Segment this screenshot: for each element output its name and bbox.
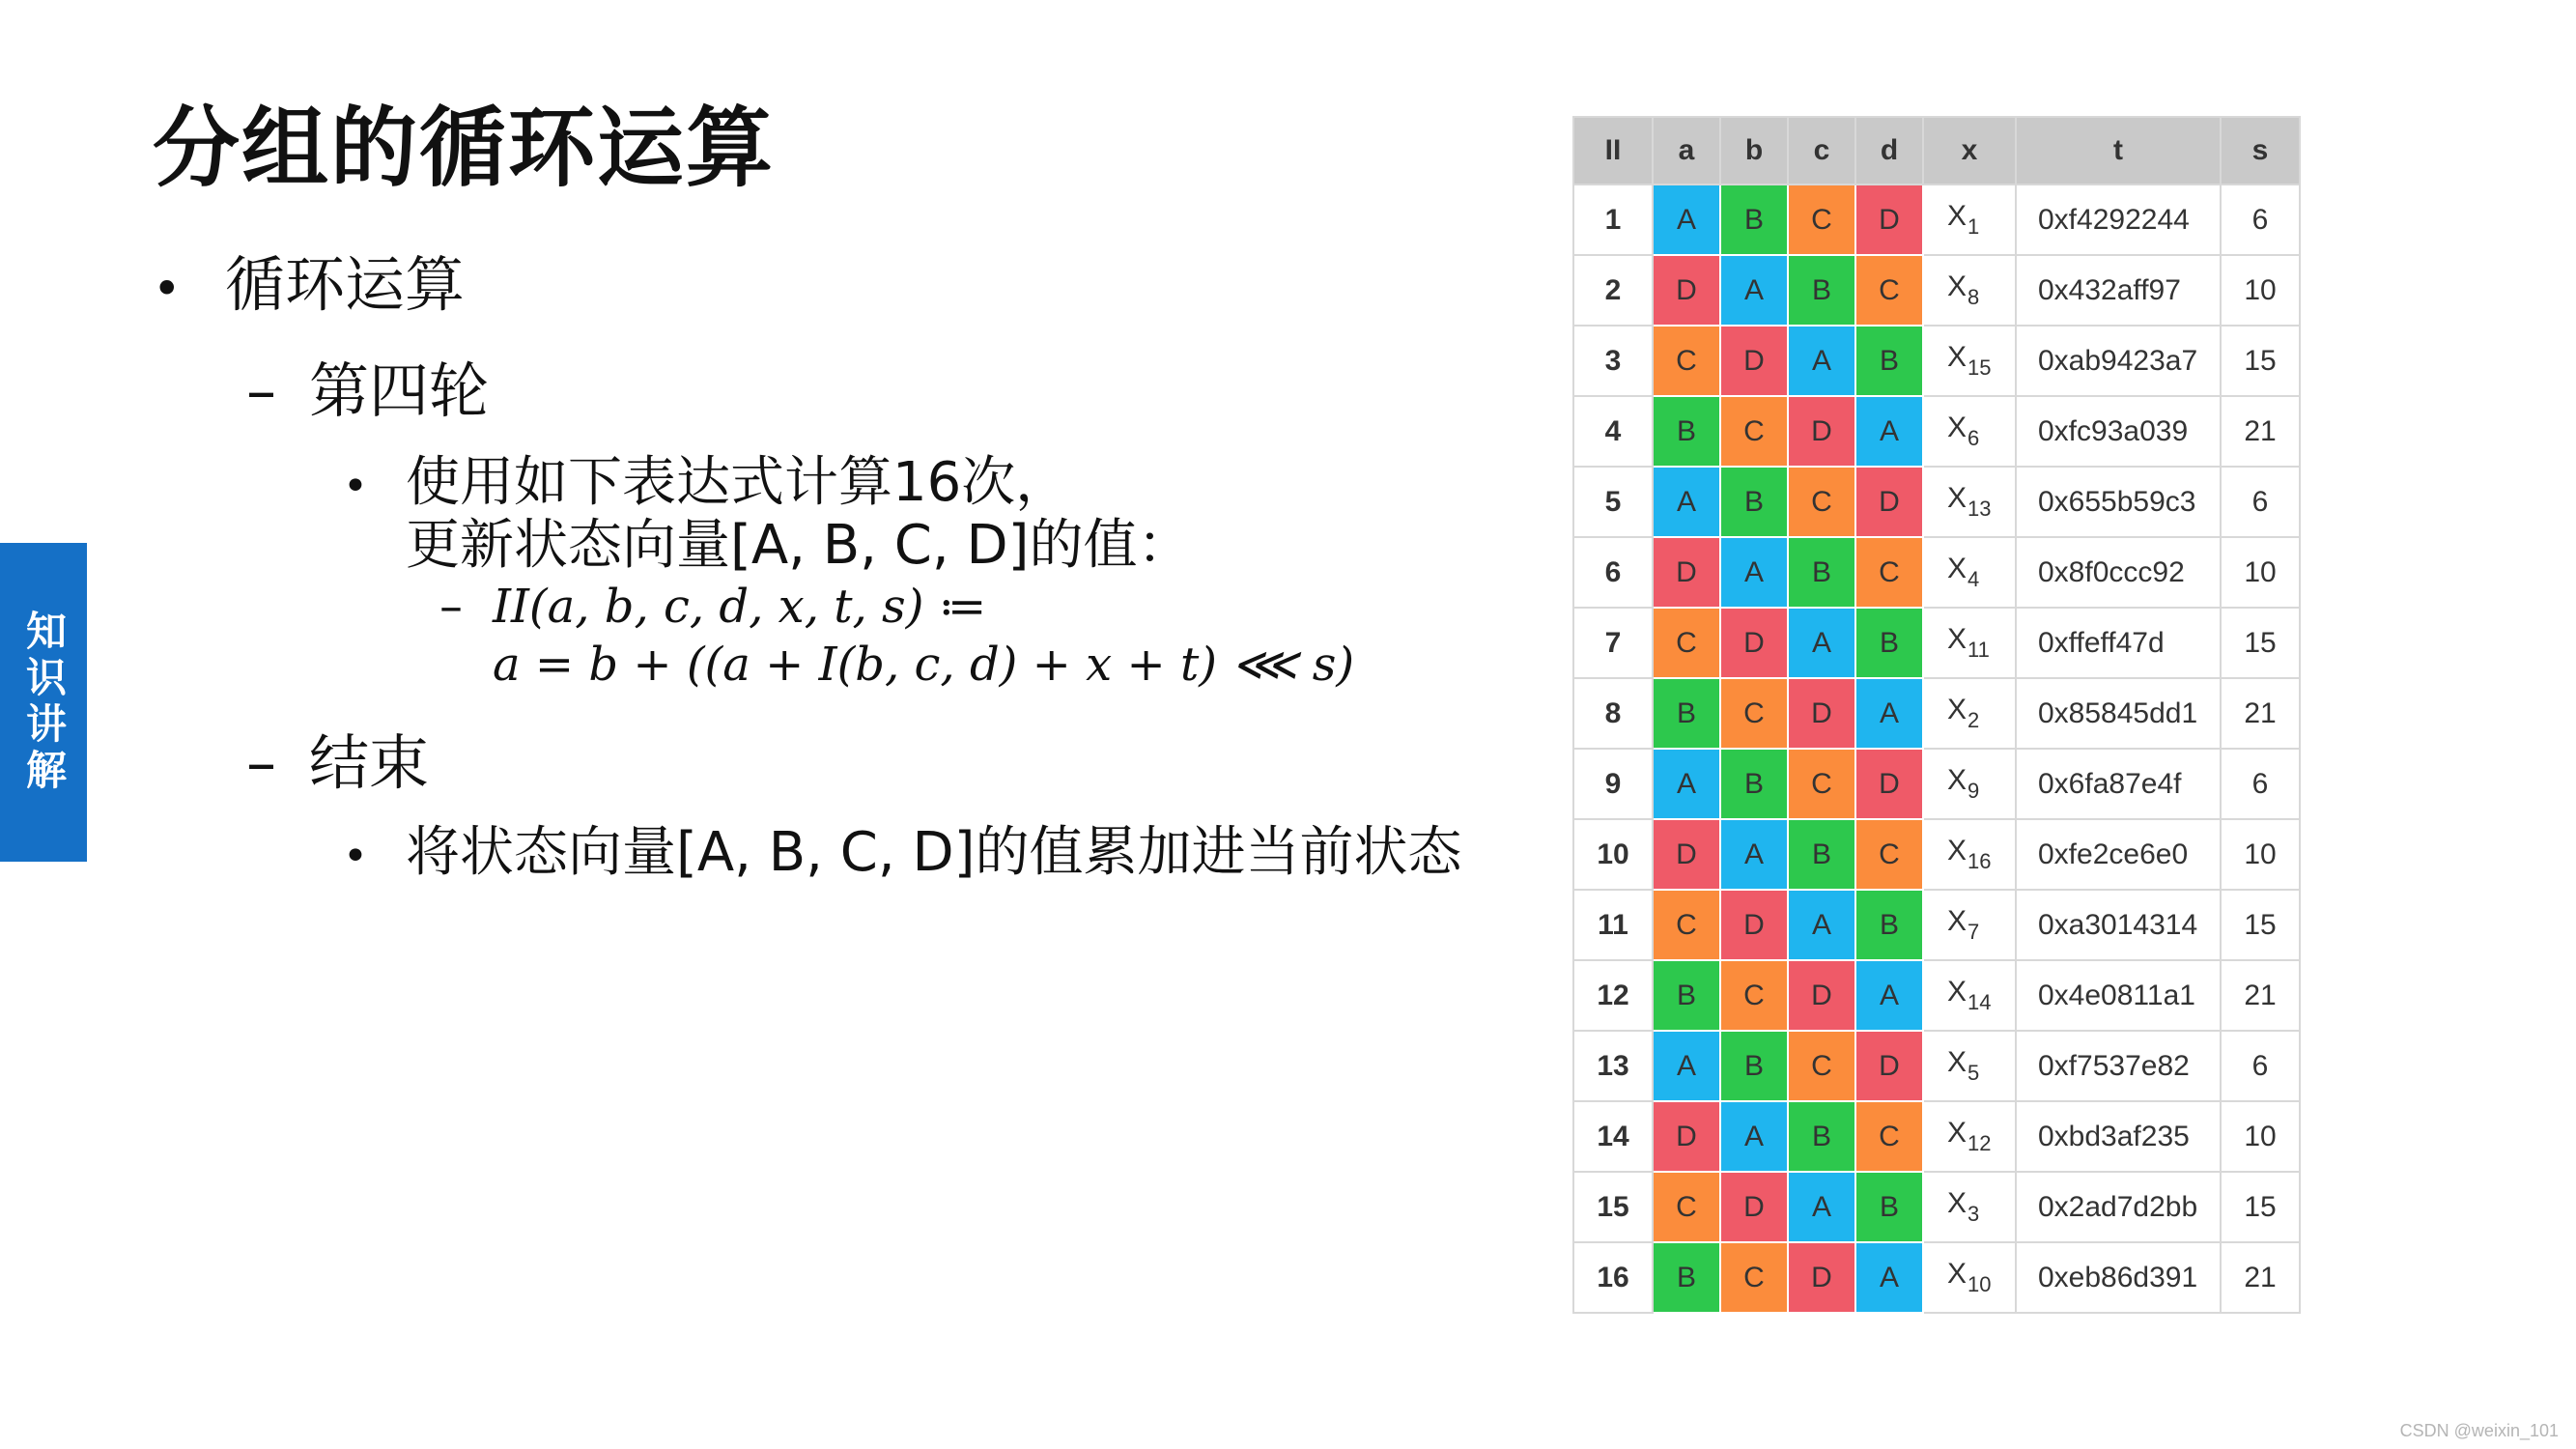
register-cell: A <box>1720 255 1788 326</box>
register-cell: B <box>1788 537 1855 608</box>
bullet-level3-accumulate <box>343 810 1461 887</box>
register-cell: C <box>1855 255 1923 326</box>
register-cell: D <box>1720 1172 1788 1242</box>
t-constant: 0x655b59c3 <box>2016 467 2221 537</box>
step-number: 7 <box>1573 608 1653 678</box>
register-cell: A <box>1788 326 1855 396</box>
round4-table <box>1572 116 2301 1314</box>
register-cell: A <box>1720 537 1788 608</box>
shift-amount: 15 <box>2221 608 2300 678</box>
register-cell: C <box>1653 326 1720 396</box>
x-symbol: X <box>1947 1187 1967 1219</box>
x-symbol: X <box>1947 341 1967 373</box>
x-cell <box>1923 396 2016 467</box>
x-subscript: 12 <box>1967 1131 1992 1155</box>
header-d: d <box>1855 117 1923 185</box>
register-cell: C <box>1855 1101 1923 1172</box>
register-cell: A <box>1720 1101 1788 1172</box>
header-a: a <box>1653 117 1720 185</box>
t-constant: 0x432aff97 <box>2016 255 2221 326</box>
register-cell: B <box>1855 1172 1923 1242</box>
register-cell: B <box>1653 396 1720 467</box>
register-cell: D <box>1855 749 1923 819</box>
x-symbol: X <box>1947 200 1967 232</box>
register-cell: B <box>1788 255 1855 326</box>
shift-amount: 6 <box>2221 1031 2300 1101</box>
register-cell: C <box>1653 890 1720 960</box>
register-cell: B <box>1653 1242 1720 1313</box>
x-subscript: 15 <box>1967 355 1992 380</box>
shift-amount: 10 <box>2221 255 2300 326</box>
x-symbol: X <box>1947 1117 1967 1149</box>
register-cell: B <box>1855 608 1923 678</box>
register-cell: D <box>1653 1101 1720 1172</box>
table-row <box>1573 1101 2300 1172</box>
x-subscript: 9 <box>1967 779 1980 803</box>
register-cell: D <box>1855 185 1923 255</box>
step-number: 2 <box>1573 255 1653 326</box>
bullet-level2-end <box>246 715 429 801</box>
header-c: c <box>1788 117 1855 185</box>
register-cell: D <box>1720 890 1788 960</box>
register-cell: C <box>1855 537 1923 608</box>
step-number: 8 <box>1573 678 1653 749</box>
shift-amount: 21 <box>2221 960 2300 1031</box>
register-cell: C <box>1788 1031 1855 1101</box>
bullet-text: 第四轮 <box>309 355 490 426</box>
t-constant: 0xa3014314 <box>2016 890 2221 960</box>
shift-amount: 10 <box>2221 1101 2300 1172</box>
register-cell: B <box>1720 467 1788 537</box>
t-constant: 0xfc93a039 <box>2016 396 2221 467</box>
step-number: 11 <box>1573 890 1653 960</box>
x-symbol: X <box>1947 1258 1967 1290</box>
step-number: 4 <box>1573 396 1653 467</box>
step-number: 13 <box>1573 1031 1653 1101</box>
register-cell: A <box>1855 396 1923 467</box>
table-row <box>1573 890 2300 960</box>
table-row <box>1573 326 2300 396</box>
header-b: b <box>1720 117 1788 185</box>
register-cell: B <box>1720 1031 1788 1101</box>
x-subscript: 11 <box>1967 638 1990 662</box>
register-cell: D <box>1788 1242 1855 1313</box>
x-cell <box>1923 467 2016 537</box>
table-row <box>1573 1172 2300 1242</box>
register-cell: A <box>1720 819 1788 890</box>
table-row <box>1573 185 2300 255</box>
register-cell: B <box>1855 326 1923 396</box>
x-subscript: 2 <box>1967 708 1980 732</box>
x-subscript: 16 <box>1967 849 1992 873</box>
shift-amount: 6 <box>2221 749 2300 819</box>
register-cell: A <box>1653 185 1720 255</box>
register-cell: A <box>1855 678 1923 749</box>
x-symbol: X <box>1947 835 1967 867</box>
x-cell <box>1923 1101 2016 1172</box>
x-cell <box>1923 749 2016 819</box>
shift-amount: 6 <box>2221 185 2300 255</box>
register-cell: B <box>1788 819 1855 890</box>
bullet-dash-icon: – <box>246 355 276 426</box>
register-cell: C <box>1720 396 1788 467</box>
shift-amount: 15 <box>2221 890 2300 960</box>
x-cell <box>1923 960 2016 1031</box>
table-row <box>1573 819 2300 890</box>
shift-amount: 15 <box>2221 326 2300 396</box>
bullet-dot-icon: • <box>153 261 182 317</box>
register-cell: B <box>1855 890 1923 960</box>
register-cell: A <box>1788 608 1855 678</box>
bullet-dot-icon: • <box>343 462 368 511</box>
x-symbol: X <box>1947 623 1967 655</box>
x-symbol: X <box>1947 694 1967 725</box>
step-number: 1 <box>1573 185 1653 255</box>
x-cell <box>1923 537 2016 608</box>
bullet-dash-icon: – <box>246 727 276 798</box>
x-cell <box>1923 819 2016 890</box>
register-cell: D <box>1855 1031 1923 1101</box>
formula-expression: a = b + ((a + I(b, c, d) + x + t) ⋘ s) <box>493 638 1355 692</box>
t-constant: 0xf4292244 <box>2016 185 2221 255</box>
register-cell: B <box>1720 185 1788 255</box>
step-number: 10 <box>1573 819 1653 890</box>
register-cell: C <box>1653 608 1720 678</box>
t-constant: 0x6fa87e4f <box>2016 749 2221 819</box>
t-constant: 0xbd3af235 <box>2016 1101 2221 1172</box>
register-cell: C <box>1788 467 1855 537</box>
x-symbol: X <box>1947 976 1967 1008</box>
shift-amount: 21 <box>2221 396 2300 467</box>
register-cell: D <box>1788 960 1855 1031</box>
x-cell <box>1923 1172 2016 1242</box>
register-cell: C <box>1720 1242 1788 1313</box>
x-subscript: 1 <box>1967 214 1980 239</box>
x-symbol: X <box>1947 1046 1967 1078</box>
table-row <box>1573 255 2300 326</box>
x-symbol: X <box>1947 270 1967 302</box>
step-number: 16 <box>1573 1242 1653 1313</box>
step-number: 6 <box>1573 537 1653 608</box>
register-cell: B <box>1720 749 1788 819</box>
bullet-text: 使用如下表达式计算16次， <box>406 451 1070 514</box>
formula-text: II(a, b, c, d, x, t, s) ≔ <box>493 580 987 634</box>
watermark: CSDN @weixin_101 <box>2399 1421 2559 1440</box>
register-cell: B <box>1788 1101 1855 1172</box>
table-row <box>1573 396 2300 467</box>
table-row <box>1573 608 2300 678</box>
header-step: II <box>1573 117 1653 185</box>
step-number: 3 <box>1573 326 1653 396</box>
t-constant: 0x8f0ccc92 <box>2016 537 2221 608</box>
x-cell <box>1923 255 2016 326</box>
step-number: 15 <box>1573 1172 1653 1242</box>
x-subscript: 5 <box>1967 1061 1980 1085</box>
register-cell: C <box>1788 749 1855 819</box>
bullet-level2-round4 <box>246 343 489 429</box>
register-cell: A <box>1653 1031 1720 1101</box>
table-row <box>1573 1031 2300 1101</box>
x-subscript: 8 <box>1967 285 1980 309</box>
t-constant: 0x85845dd1 <box>2016 678 2221 749</box>
register-cell: B <box>1653 678 1720 749</box>
header-t: t <box>2016 117 2221 185</box>
shift-amount: 21 <box>2221 678 2300 749</box>
t-constant: 0xfe2ce6e0 <box>2016 819 2221 890</box>
register-cell: D <box>1653 537 1720 608</box>
side-tab-label: 知识讲解 <box>20 610 68 795</box>
x-cell <box>1923 185 2016 255</box>
x-symbol: X <box>1947 764 1967 796</box>
x-subscript: 14 <box>1967 990 1992 1014</box>
register-cell: D <box>1788 678 1855 749</box>
shift-amount: 10 <box>2221 537 2300 608</box>
x-subscript: 7 <box>1967 920 1980 944</box>
register-cell: C <box>1855 819 1923 890</box>
x-symbol: X <box>1947 482 1967 514</box>
register-cell: B <box>1653 960 1720 1031</box>
x-cell <box>1923 326 2016 396</box>
step-number: 12 <box>1573 960 1653 1031</box>
shift-amount: 6 <box>2221 467 2300 537</box>
register-cell: D <box>1653 255 1720 326</box>
register-cell: A <box>1855 1242 1923 1313</box>
table-row <box>1573 467 2300 537</box>
page-title: 分组的循环运算 <box>153 98 775 199</box>
shift-amount: 10 <box>2221 819 2300 890</box>
x-symbol: X <box>1947 553 1967 584</box>
header-x: x <box>1923 117 2016 185</box>
register-cell: A <box>1788 890 1855 960</box>
register-cell: D <box>1653 819 1720 890</box>
x-symbol: X <box>1947 905 1967 937</box>
step-number: 5 <box>1573 467 1653 537</box>
x-subscript: 10 <box>1967 1272 1992 1296</box>
t-constant: 0xeb86d391 <box>2016 1242 2221 1313</box>
bullet-text: 循环运算 <box>225 249 466 320</box>
t-constant: 0xf7537e82 <box>2016 1031 2221 1101</box>
table-row <box>1573 678 2300 749</box>
formula-definition <box>439 580 986 634</box>
register-cell: D <box>1720 326 1788 396</box>
x-cell <box>1923 1031 2016 1101</box>
header-s: s <box>2221 117 2300 185</box>
register-cell: A <box>1855 960 1923 1031</box>
table-row <box>1573 749 2300 819</box>
register-cell: C <box>1653 1172 1720 1242</box>
register-cell: C <box>1720 960 1788 1031</box>
register-cell: A <box>1653 467 1720 537</box>
shift-amount: 15 <box>2221 1172 2300 1242</box>
side-tab <box>0 543 87 862</box>
bullet-level3-compute-cont <box>406 502 1191 580</box>
bullet-dot-icon: • <box>343 832 368 881</box>
step-number: 14 <box>1573 1101 1653 1172</box>
table-row <box>1573 537 2300 608</box>
register-cell: C <box>1720 678 1788 749</box>
register-cell: D <box>1788 396 1855 467</box>
bullet-text: 将状态向量[A, B, C, D]的值累加进当前状态 <box>406 821 1462 884</box>
register-cell: A <box>1788 1172 1855 1242</box>
step-number: 9 <box>1573 749 1653 819</box>
x-cell <box>1923 608 2016 678</box>
register-cell: D <box>1720 608 1788 678</box>
register-cell: A <box>1653 749 1720 819</box>
register-cell: C <box>1788 185 1855 255</box>
x-subscript: 13 <box>1967 497 1992 521</box>
x-cell <box>1923 1242 2016 1313</box>
table-row <box>1573 1242 2300 1313</box>
x-cell <box>1923 890 2016 960</box>
table-row <box>1573 960 2300 1031</box>
x-subscript: 6 <box>1967 426 1980 450</box>
bullet-dash-icon: – <box>439 580 463 634</box>
shift-amount: 21 <box>2221 1242 2300 1313</box>
bullet-level1-loop <box>153 237 465 323</box>
bullet-text: 结束 <box>309 727 430 798</box>
t-constant: 0xab9423a7 <box>2016 326 2221 396</box>
t-constant: 0xffeff47d <box>2016 608 2221 678</box>
register-cell: D <box>1855 467 1923 537</box>
t-constant: 0x2ad7d2bb <box>2016 1172 2221 1242</box>
x-symbol: X <box>1947 412 1967 443</box>
x-subscript: 4 <box>1967 567 1980 591</box>
t-constant: 0x4e0811a1 <box>2016 960 2221 1031</box>
bullet-text: 更新状态向量[A, B, C, D]的值： <box>406 514 1192 577</box>
x-cell <box>1923 678 2016 749</box>
table-header-row <box>1573 117 2300 185</box>
x-subscript: 3 <box>1967 1202 1980 1226</box>
